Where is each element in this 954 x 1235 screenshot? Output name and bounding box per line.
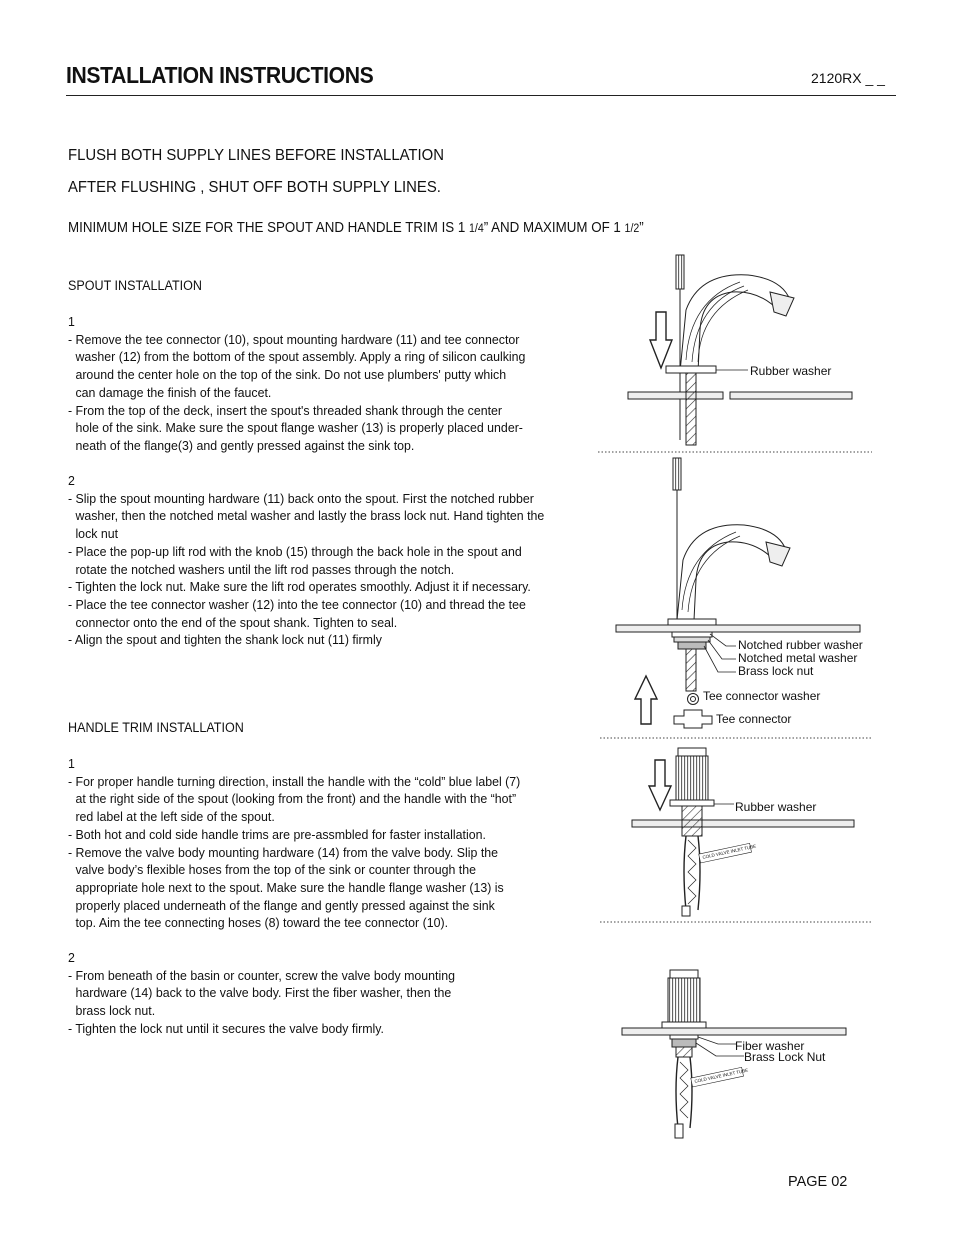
label-notched-rubber-washer: Notched rubber washer: [738, 638, 863, 652]
sink-deck: [616, 625, 860, 632]
handle-flange: [662, 1022, 706, 1028]
spout-body: [677, 525, 786, 620]
instruction-item: - Align the spout and tighten the shank lock nut (11) firmly: [68, 632, 382, 648]
label-tee-connector-washer: Tee connector washer: [703, 689, 821, 703]
brass-lock-nut: [678, 642, 706, 649]
brass-lock-nut: [672, 1039, 696, 1047]
fiber-washer: [670, 1035, 698, 1039]
label-brass-lock-nut: Brass lock nut: [738, 664, 814, 678]
notched-metal-washer: [674, 637, 710, 642]
instruction-item: - Slip the spout mounting hardware (11) back onto the spout. First the notched rubber washer, then the notched metal washer and lastly the brass lock nut. Hand tighten the lock nut: [68, 490, 545, 542]
handle-flange: [670, 800, 714, 806]
shutoff-notice: AFTER FLUSHING , SHUT OFF BOTH SUPPLY LINES.: [68, 179, 441, 196]
min-hole-text-end: ”: [639, 220, 644, 236]
label-notched-metal-washer: Notched metal washer: [738, 651, 858, 665]
instruction-item: - For proper handle turning direction, install the handle with the “cold” blue label (7) at the right side of the spout (looking from the front) and the handle with the “hot” red label at the left side of the spout.: [68, 773, 521, 825]
label-fiber-washer: Fiber washer: [735, 1039, 805, 1053]
spout-body: [680, 275, 790, 372]
sink-deck-left: [628, 392, 723, 399]
tee-connector-icon: [674, 710, 712, 728]
valve-shank: [682, 806, 702, 836]
sink-deck-right: [730, 392, 852, 399]
label-rubber-washer: Rubber washer: [750, 364, 832, 378]
model-number: 2120RX _ _: [811, 70, 885, 86]
flush-notice: FLUSH BOTH SUPPLY LINES BEFORE INSTALLATION: [68, 147, 444, 164]
spout-hardware-diagram: [616, 458, 860, 728]
label-hose-tube: COLD VALVE INLET TUBE: [694, 1067, 749, 1084]
notched-rubber-washer: [672, 632, 712, 637]
threaded-shank: [686, 373, 696, 445]
handle-body: [668, 978, 700, 1022]
instruction-item: - Place the tee connector washer (12) into the tee connector (10) and thread the tee connector onto the end of the spout shank. Tighten to seal.: [68, 596, 526, 630]
min-hole-text: MINIMUM HOLE SIZE FOR THE SPOUT AND HANDLE TRIM IS 1: [68, 220, 470, 236]
threaded-shank: [686, 649, 696, 691]
page-title: INSTALLATION INSTRUCTIONS: [66, 62, 374, 88]
spout-insert-diagram: [628, 255, 852, 445]
tee-washer-icon: [688, 694, 699, 705]
sink-deck: [632, 820, 854, 827]
handle-heading: HANDLE TRIM INSTALLATION: [68, 720, 244, 735]
instruction-item: - From the top of the deck, insert the spout's threaded shank through the center hole of the sink. Make sure the spout flange washer (13) is properly placed under- neath of the flange(3) and gently pressed against the sink top.: [68, 402, 523, 453]
min-hole-text-mid: ” AND MAXIMUM OF 1: [483, 220, 625, 236]
step-number: 2: [68, 473, 75, 488]
up-arrow-icon: [635, 676, 657, 724]
instruction-item: - Tighten the lock nut until it secures the valve body firmly.: [68, 1020, 384, 1036]
handle-insert-diagram: [632, 748, 854, 916]
lift-rod-knob: [676, 255, 684, 289]
instruction-item: - Both hot and cold side handle trims are pre-assmbled for faster installation.: [68, 826, 486, 842]
lift-rod-knob: [673, 458, 681, 490]
valve-shank: [676, 1047, 692, 1057]
spout-flange: [668, 619, 716, 625]
page-number: PAGE 02: [788, 1174, 848, 1190]
label-brass-lock-nut: Brass Lock Nut: [744, 1050, 826, 1064]
max-hole-fraction: 1/2: [624, 223, 640, 235]
step-number: 1: [68, 314, 75, 329]
step-number: 2: [68, 950, 75, 965]
handle-body: [676, 756, 708, 800]
spout-heading: SPOUT INSTALLATION: [68, 278, 202, 293]
instruction-item: - Tighten the lock nut. Make sure the lift rod operates smoothly. Adjust it if necessary.: [68, 579, 531, 595]
label-rubber-washer: Rubber washer: [735, 800, 817, 814]
instruction-item: - Remove the tee connector (10), spout mounting hardware (11) and tee connector washer (12) from the bottom of the spout assembly. Apply a ring of silicon caulking around the center hole on the top of the sink. Do not use plumbers' putty which can damage the finish of the faucet.: [68, 331, 526, 400]
step-number: 1: [68, 756, 75, 771]
instruction-item: - From beneath of the basin or counter, screw the valve body mounting hardware (14) back to the valve body. First the fiber washer, then the brass lock nut.: [68, 967, 455, 1019]
aerator: [766, 542, 790, 566]
down-arrow-icon: [649, 760, 671, 810]
sink-deck: [622, 1028, 846, 1035]
min-hole-fraction: 1/4: [469, 223, 484, 235]
label-hose-tube: COLD VALVE INLET TUBE: [702, 843, 757, 860]
spout-flange: [666, 366, 716, 373]
down-arrow-icon: [650, 312, 672, 368]
instruction-item: - Remove the valve body mounting hardware (14) from the valve body. Slip the valve body’s flexible hoses from the top of the sink or counter through the appropriate hole next to the spout. Make sure the handle flange washer (13) is properly placed underneath of the flange and gently pressed against the sink top. Aim the tee connecting hoses (8) toward the tee connector (10).: [68, 844, 504, 931]
aerator: [770, 292, 794, 316]
label-tee-connector: Tee connector: [716, 712, 792, 726]
instruction-item: - Place the pop-up lift rod with the knob (15) through the back hole in the spout and rotate the notched washers until the lift rod passes through the notch.: [68, 543, 522, 577]
